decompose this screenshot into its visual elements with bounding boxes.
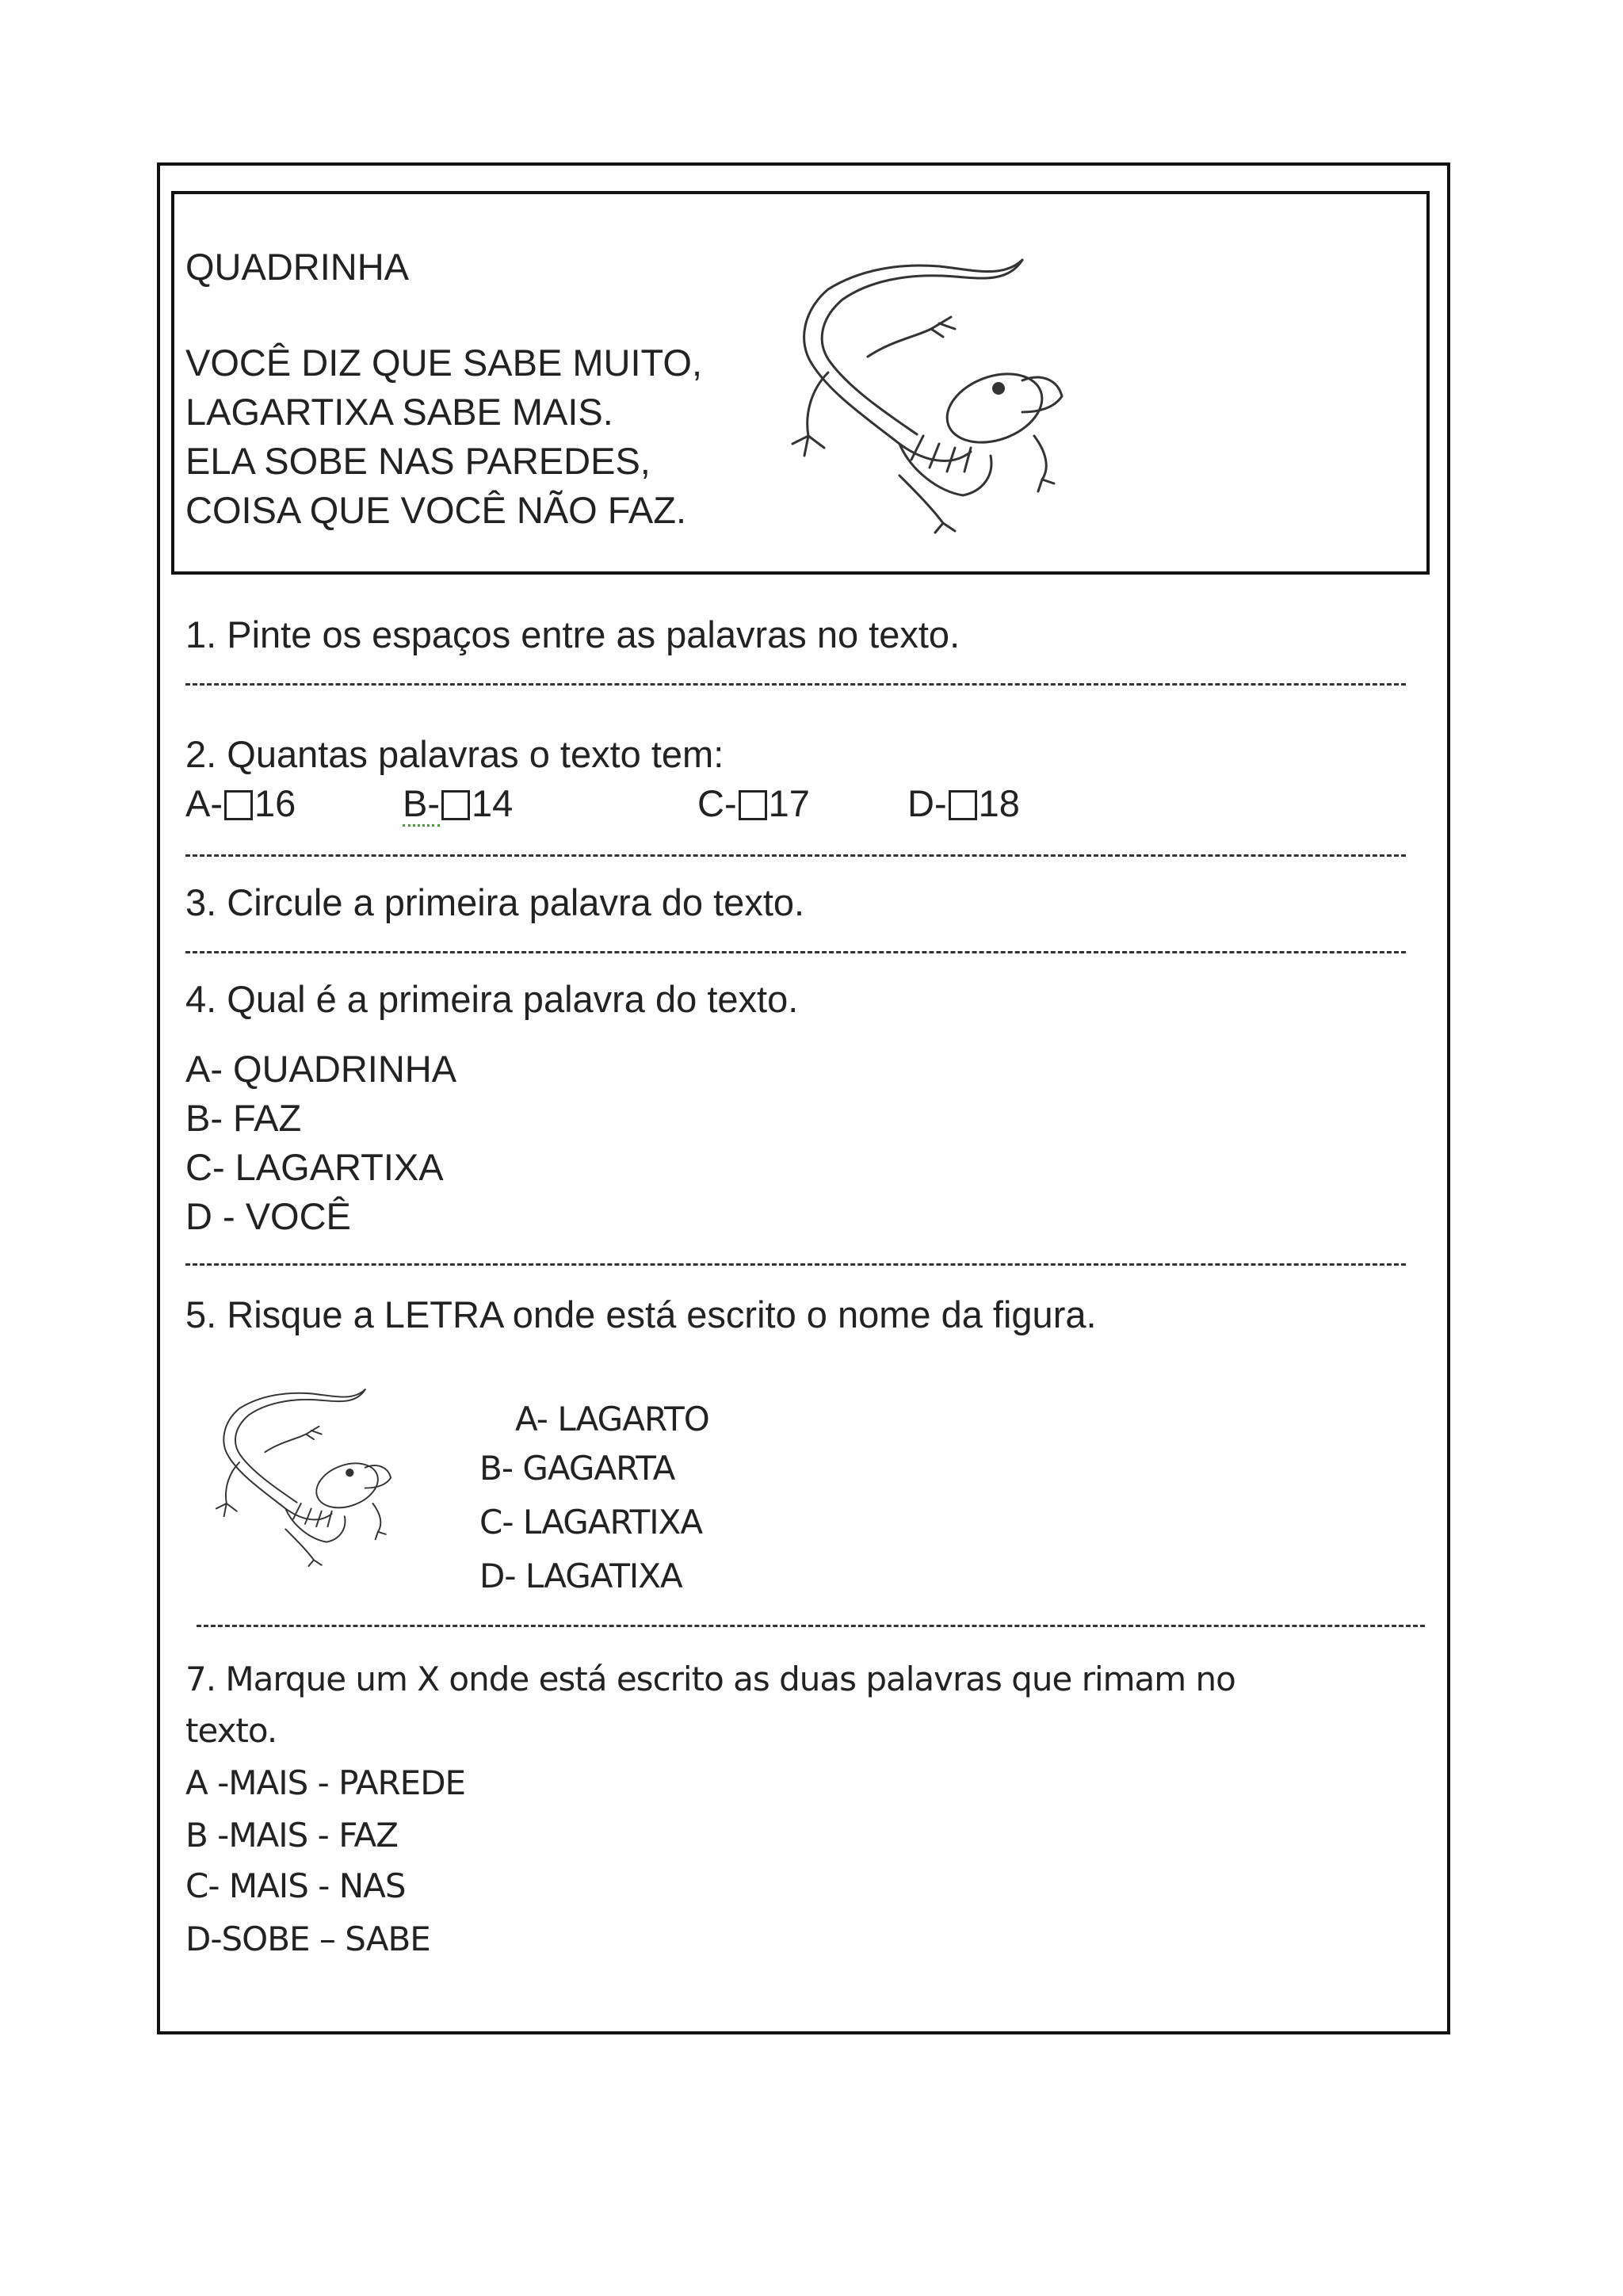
q2-option-d: D- 18 (907, 782, 1020, 824)
divider (197, 1625, 1425, 1627)
poem-title: QUADRINHA (185, 246, 410, 288)
question-7-text-line-2: texto. (185, 1711, 277, 1750)
question-1-text: 1. Pinte os espaços entre as palavras no texto. (185, 613, 960, 655)
question-4-text: 4. Qual é a primeira palavra do texto. (185, 978, 799, 1020)
q7-option-b: B -MAIS - FAZ (185, 1816, 398, 1855)
q2-option-a: A- 16 (185, 782, 296, 824)
question-5-text: 5. Risque a LETRA onde está escrito o nome da figura. (185, 1293, 1097, 1335)
q4-option-d: D - VOCÊ (185, 1195, 351, 1237)
lizard-illustration-icon (189, 1385, 418, 1568)
poem-line-4: COISA QUE VOCÊ NÃO FAZ. (185, 489, 687, 531)
q4-option-c: C- LAGARTIXA (185, 1146, 444, 1188)
lizard-illustration-icon (781, 254, 1074, 535)
divider (185, 951, 1406, 953)
q5-option-b: B- GAGARTA (479, 1449, 675, 1488)
q7-option-c: C- MAIS - NAS (185, 1866, 406, 1905)
q7-option-d: D-SOBE – SABE (185, 1920, 430, 1958)
question-2-text: 2. Quantas palavras o texto tem: (185, 733, 724, 775)
q2-option-b: B- 14 (403, 779, 513, 828)
divider (185, 683, 1406, 686)
q5-option-d: D- LAGATIXA (479, 1557, 682, 1595)
question-3-text: 3. Circule a primeira palavra do texto. (185, 881, 805, 923)
checkbox-icon[interactable] (949, 790, 977, 820)
poem-line-1: VOCÊ DIZ QUE SABE MUITO, (185, 342, 703, 384)
divider (185, 854, 1406, 857)
q7-option-a: A -MAIS - PAREDE (185, 1763, 466, 1802)
q4-option-b: B- FAZ (185, 1097, 302, 1139)
checkbox-icon[interactable] (441, 790, 470, 820)
q5-option-a: A- LAGARTO (515, 1400, 709, 1438)
divider (185, 1263, 1406, 1266)
q5-option-c: C- LAGARTIXA (479, 1503, 703, 1541)
q4-option-a: A- QUADRINHA (185, 1048, 457, 1090)
checkbox-icon[interactable] (739, 790, 767, 820)
checkbox-icon[interactable] (224, 790, 253, 820)
question-7-text-line-1: 7. Marque um X onde está escrito as duas palavras que rimam no (185, 1660, 1235, 1698)
poem-line-3: ELA SOBE NAS PAREDES, (185, 440, 651, 482)
poem-line-2: LAGARTIXA SABE MAIS. (185, 391, 613, 433)
q2-option-c: C- 17 (697, 782, 810, 824)
